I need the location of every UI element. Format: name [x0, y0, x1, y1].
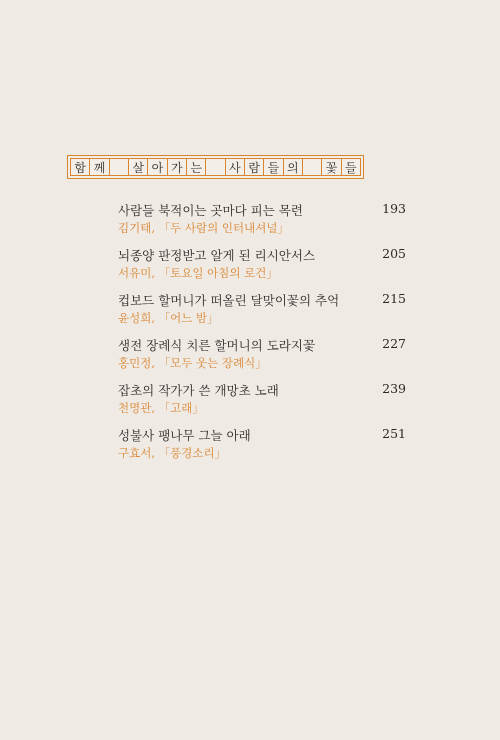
- toc-entry-source: 서유미, 「토요일 아침의 로건」: [118, 266, 278, 280]
- toc-entry-source: 구효서, 「풍경소리」: [118, 446, 227, 460]
- section-title-char: [110, 159, 129, 175]
- section-title-char: 들: [344, 160, 357, 175]
- toc-entry-source: 천명관, 「고래」: [118, 401, 204, 415]
- toc-entry-title: 성불사 팽나무 그늘 아래: [118, 428, 251, 443]
- toc-entry-page: 239: [382, 381, 406, 396]
- toc-entry[interactable]: [118, 426, 406, 471]
- toc-entry-page: 205: [382, 246, 406, 261]
- section-title-char: 께: [90, 159, 109, 175]
- section-title-grid: [70, 158, 361, 176]
- section-title-box: [67, 155, 364, 179]
- toc-entry-source: 홍민정, 「모두 웃는 장례식」: [118, 356, 267, 370]
- toc-entry-page: 215: [382, 291, 406, 306]
- section-title-char: 람: [245, 159, 264, 175]
- toc-entry-title: 사람들 북적이는 곳마다 피는 목련: [118, 203, 303, 218]
- toc-entry-page: 193: [382, 201, 406, 216]
- section-title-char: [206, 159, 225, 175]
- table-of-contents: [118, 201, 406, 471]
- section-title-char: 함: [71, 159, 90, 175]
- toc-entry[interactable]: [118, 246, 406, 291]
- section-title-char: 의: [284, 159, 303, 175]
- section-title-char: 는: [187, 159, 206, 175]
- toc-entry-page: 227: [382, 336, 406, 351]
- section-title-char: [303, 159, 322, 175]
- section-title-char: 사: [226, 159, 245, 175]
- toc-entry[interactable]: [118, 336, 406, 381]
- section-title-char: 아: [148, 159, 167, 175]
- toc-entry-page: 251: [382, 426, 406, 441]
- toc-entry[interactable]: [118, 381, 406, 426]
- section-title-char: 들: [264, 159, 283, 175]
- section-title-char: 가: [168, 159, 187, 175]
- toc-entry[interactable]: [118, 291, 406, 336]
- section-title-char: 살: [129, 159, 148, 175]
- toc-entry-source: 윤성희, 「어느 밤」: [118, 311, 219, 325]
- toc-entry[interactable]: [118, 201, 406, 246]
- toc-entry-title: 컵보드 할머니가 떠올린 달맞이꽃의 추억: [118, 293, 340, 308]
- toc-entry-title: 잡초의 작가가 쓴 개망초 노래: [118, 383, 279, 398]
- toc-entry-title: 생전 장례식 치른 할머니의 도라지꽃: [118, 338, 316, 353]
- section-title-char: 꽃: [322, 159, 341, 175]
- toc-entry-title: 뇌종양 판정받고 알게 된 리시안서스: [118, 248, 316, 263]
- toc-entry-source: 김기태, 「두 사람의 인터내셔널」: [118, 221, 289, 235]
